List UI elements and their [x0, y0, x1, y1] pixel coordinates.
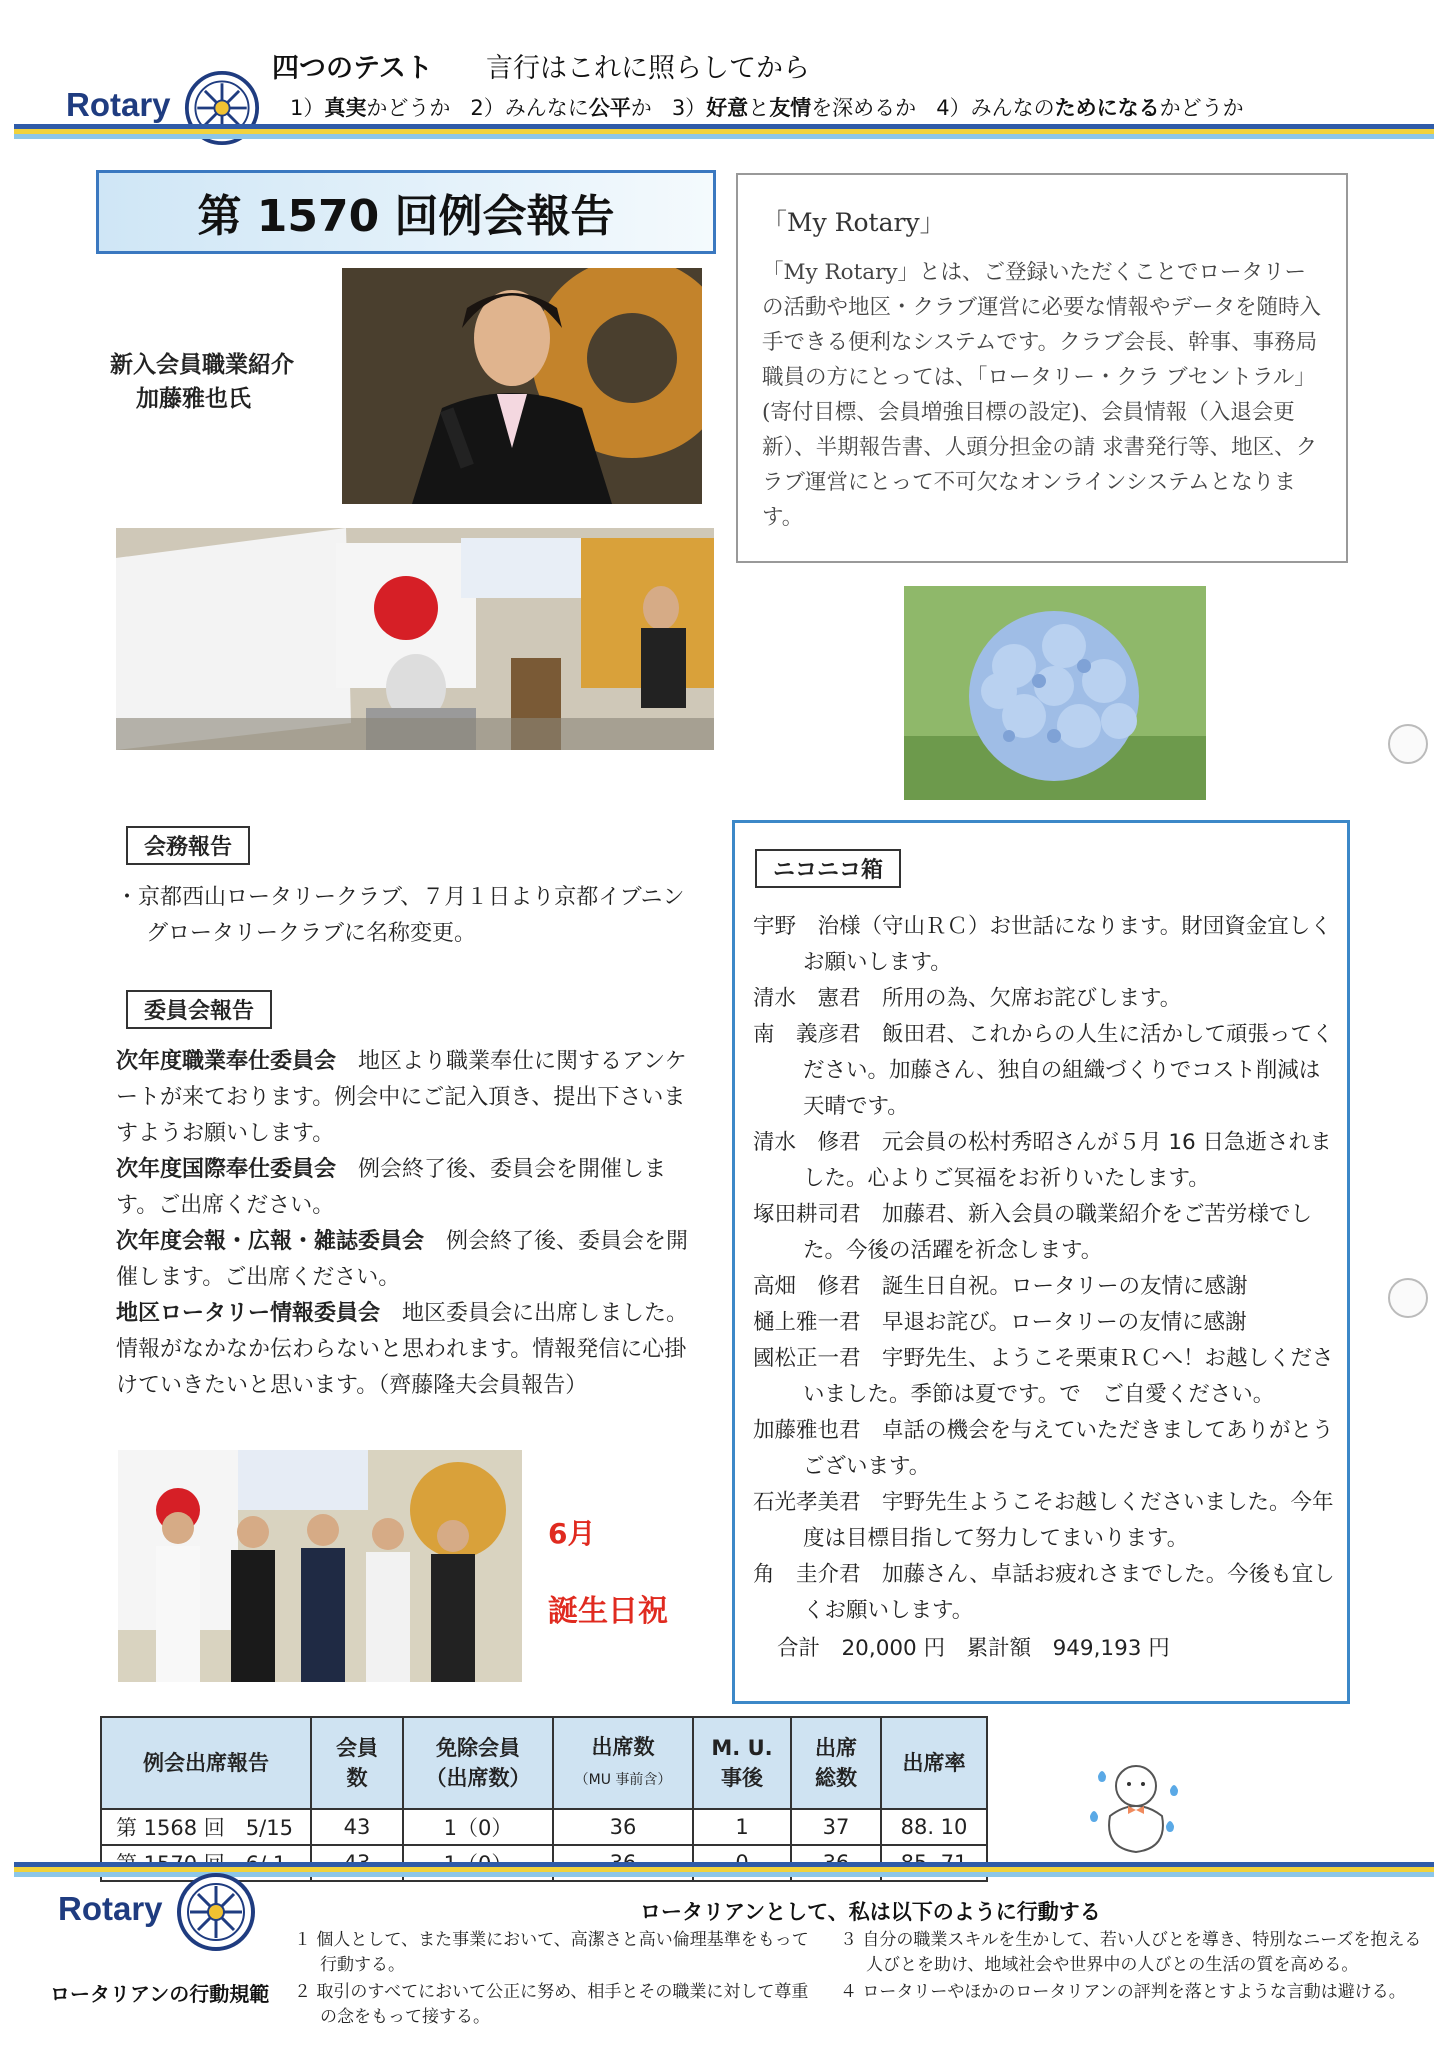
committee-report-body	[116, 1044, 696, 1404]
code-of-conduct-heading: ロータリアンとして、私は以下のように行動する	[640, 1900, 1101, 1924]
list-item: 石光孝美君 宇野先生ようこそお越しくださいました。今年度は目標目指して努力してまいります。	[753, 1490, 1334, 1551]
birthday-month: 6月	[548, 1517, 596, 1550]
rotary-wordmark: Rotary	[66, 86, 171, 123]
list-item: 宇野 治様（守山ＲＣ）お世話になります。財団資金宜しくお願いします。	[753, 914, 1332, 975]
column-header: M. U. 事後	[693, 1717, 791, 1809]
column-header: 例会出席報告	[101, 1717, 311, 1809]
list-item: ・京都西山ロータリークラブ、７月１日より京都イブニングロータリークラブに名称変更。	[116, 885, 685, 946]
list-item: 清水 修君 元会員の松村秀昭さんが５月 16 日急逝されました。心よりご冥福をお祈りいたします。	[753, 1130, 1332, 1191]
footer-rotary-wheel-logo	[176, 1872, 256, 1952]
code-of-conduct-right	[840, 1928, 1436, 2007]
speaker-photo	[342, 268, 702, 504]
nikoniko-total: 合計 20,000 円 累計額 949,193 円	[777, 1636, 1170, 1661]
attendance-table	[100, 1716, 988, 1882]
list-item: ２ 取引のすべてにおいて公正に努め、相手とその職業に対して尊重の念をもって接する。	[294, 1982, 809, 2027]
snowman-icon	[1088, 1756, 1184, 1856]
binder-hole	[1388, 724, 1428, 764]
list-item: 角 圭介君 加藤さん、卓話お疲れさまでした。今後も宜しくお願いします。	[753, 1562, 1335, 1623]
table-row: 第 1568 回 5/15 43 1（0） 36 1 37 88. 10	[101, 1809, 987, 1845]
hydrangea-photo	[904, 586, 1206, 800]
my-rotary-body: 「My Rotary」とは、ご登録いただくことでロータリーの活動や地区・クラブ運営に必要な情報やデータを随時入手できる便利なシステムです。クラブ会長、幹事、事務局職員の方にとっては、「ロータリー・クラ ブセントラル」(寄付目標、会員増強目標の設定)、会員情報（入退会更新）、半期報告書、人頭分担金の請 求書発行等、地区、クラブ運営にとって不可欠なオンラインシステムとなります。	[762, 260, 1322, 530]
four-way-test-items: 1）真実かどうか 2）みんなに公平か 3）好意と友情を深めるか 4）みんなのためになるかどうか	[290, 96, 1244, 120]
four-way-test-subtitle: 言行はこれに照らしてから	[486, 53, 810, 84]
column-header: 会員 数	[311, 1717, 403, 1809]
list-item: 樋上雅一君 早退お詫び。ロータリーの友情に感謝	[753, 1310, 1247, 1335]
code-of-conduct-label: ロータリアンの行動規範	[50, 1982, 270, 2006]
list-item: 塚田耕司君 加藤君、新入会員の職業紹介をご苦労様でした。今後の活躍を祈念します。	[753, 1202, 1313, 1263]
list-item: ４ ロータリーやほかのロータリアンの評判を落とすような言動は避ける。	[840, 1982, 1406, 2002]
list-item: ３ 自分の職業スキルを生かして、若い人びとを導き、特別なニーズを抱える人びとを助け、地域社会や世界中の人びとの生活の質を高める。	[840, 1930, 1422, 1975]
nikoniko-list	[753, 909, 1341, 1667]
list-item: 國松正一君 宇野先生、ようこそ栗東ＲＣへ！お越しくださいました。季節は夏です。で ご自愛ください。	[753, 1346, 1334, 1407]
list-item: 高畑 修君 誕生日自祝。ロータリーの友情に感謝	[753, 1274, 1248, 1299]
new-member-caption: 新入会員職業紹介 加藤雅也氏	[110, 352, 294, 412]
column-header: 出席 総数	[791, 1717, 881, 1809]
column-header: 出席率	[881, 1717, 987, 1809]
four-way-test-title: 四つのテスト	[272, 53, 433, 84]
list-item: １ 個人として、また事業において、高潔さと高い倫理基準をもって行動する。	[294, 1930, 809, 1975]
binder-hole	[1388, 1278, 1428, 1318]
list-item: 加藤雅也君 卓話の機会を与えていただきましてありがとうございます。	[753, 1418, 1334, 1479]
my-rotary-box	[736, 173, 1348, 563]
list-item: 清水 憲君 所用の為、欠席お詫びします。	[753, 986, 1182, 1011]
header-stripes	[14, 124, 1434, 139]
table-header-row	[101, 1717, 987, 1809]
list-item: 次年度職業奉仕委員会 地区より職業奉仕に関するアンケートが来ております。例会中にご記入頂き、提出下さいますようお願いします。	[116, 1049, 687, 1146]
list-item: 次年度会報・広報・雑誌委員会 例会終了後、委員会を開催します。ご出席ください。	[116, 1229, 689, 1290]
list-item: 地区ロータリー情報委員会 地区委員会に出席しました。情報がなかなか伝わらないと思われます。情報発信に心掛けていきたいと思います。（齊藤隆夫会員報告）	[116, 1301, 689, 1398]
code-of-conduct-left	[294, 1928, 824, 2032]
birthday-group-photo	[118, 1450, 522, 1682]
nikoniko-box	[732, 820, 1350, 1704]
report-title: 第 1570 回例会報告	[96, 170, 716, 254]
nikoniko-tag: ニコニコ箱	[755, 849, 901, 888]
column-header: 出席数 （MU 事前含）	[553, 1717, 693, 1809]
committee-report-tag: 委員会報告	[126, 990, 272, 1029]
list-item: 南 義彦君 飯田君、これからの人生に活かして頑張ってください。加藤さん、独自の組織づくりでコスト削減は天晴です。	[753, 1022, 1334, 1119]
kaimu-report-body	[116, 880, 696, 952]
footer-rotary-wordmark: Rotary	[58, 1890, 163, 1927]
column-header: 免除会員 （出席数）	[403, 1717, 553, 1809]
kaimu-report-tag: 会務報告	[126, 826, 250, 865]
my-rotary-title: 「My Rotary」	[762, 208, 945, 237]
meeting-room-photo	[116, 528, 714, 750]
list-item: 次年度国際奉仕委員会 例会終了後、委員会を開催します。ご出席ください。	[116, 1157, 667, 1218]
birthday-label: 誕生日祝	[548, 1594, 668, 1629]
